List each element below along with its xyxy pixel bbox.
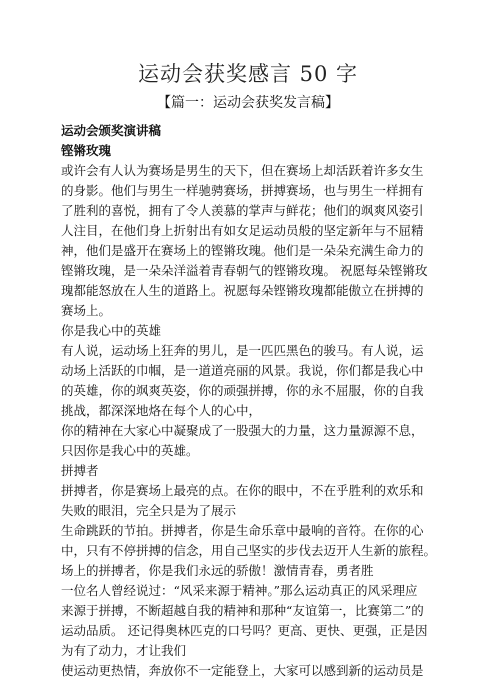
text-line: 拼搏者 [61,463,99,478]
document-title: 运动会获奖感言 50 字 [137,62,359,86]
text-line: 的身影。他们与男生一样驰骋赛场，拼搏赛场，也与男生一样拥有 [61,183,424,198]
text-line: 场上的拼搏者，你是我们永远的骄傲！激情青春，勇者胜 [61,563,374,578]
text-line: 生命跳跃的节拍。拼搏者，你是生命乐章中最响的音符。在你的心 [61,523,424,538]
text-line: 一位名人曾经说过：“风采来源于精神。”那么运动真正的风采理应 [61,583,418,598]
text-line: 来源于拼搏，不断超越自我的精神和那种“友谊第一，比赛第二”的 [61,603,424,618]
text-line: 的英雄，你的飒爽英姿，你的顽强拼搏，你的永不屈服，你的自我 [61,383,424,398]
text-line: 神，他们是盛开在赛场上的铿锵玫瑰。他们是一朵朵充满生命力的 [61,243,424,258]
document-subtitle: 【篇一：运动会获奖发言稿】 [157,95,339,111]
text-line: 使运动更热情，奔放你不一定能登上，大家可以感到新的运动员是 [61,663,424,678]
text-line: 你的精神在大家心中凝聚成了一股强大的力量，这力量源源不息， [61,423,424,438]
document-body [61,121,441,681]
text-line: 动场上活跃的巾帼，是一道道亮丽的风景。我说，你们都是我心中 [61,363,424,378]
text-line: 瑰都能怒放在人生的道路上。祝愿每朵铿锵玫瑰都能傲立在拼搏的 [61,283,424,298]
text-line: 中，只有不停拼搏的信念，用自己坚实的步伐去迈开人生新的旅程。 [61,543,437,558]
text-line: 铿锵玫瑰 [61,143,112,158]
text-line: 人注目，在他们身上折射出有如女足运动员般的坚定新年与不屈精 [61,223,424,238]
text-line: 只因你是我心中的英雄。 [61,443,199,458]
text-line: 赛场上。 [61,303,112,318]
text-line: 你是我心中的英雄 [61,323,162,338]
text-line: 有人说，运动场上狂奔的男儿，是一匹匹黑色的骏马。有人说，运 [61,343,424,358]
text-line: 运动会颁奖演讲稿 [61,123,162,138]
text-line: 拼搏者，你是赛场上最亮的点。在你的眼中，不在乎胜利的欢乐和 [61,483,424,498]
text-line: 了胜利的喜悦，拥有了令人羡慕的掌声与鲜花；他们的飒爽风姿引 [61,203,424,218]
text-line: 挑战，都深深地烙在每个人的心中， [61,403,262,418]
text-line: 为有了动力，才让我们 [61,643,187,658]
text-line: 运动品质。 还记得奥林匹克的口号吗？更高、更快、更强，正是因 [61,623,428,638]
text-line: 失败的眼泪，完全只是为了展示 [61,503,237,518]
text-line: 或许会有人认为赛场是男生的天下，但在赛场上却活跃着许多女生 [61,163,424,178]
text-line: 铿锵玫瑰，是一朵朵洋溢着青春朝气的铿锵玫瑰。 祝愿每朵铿锵玫 [61,263,428,278]
